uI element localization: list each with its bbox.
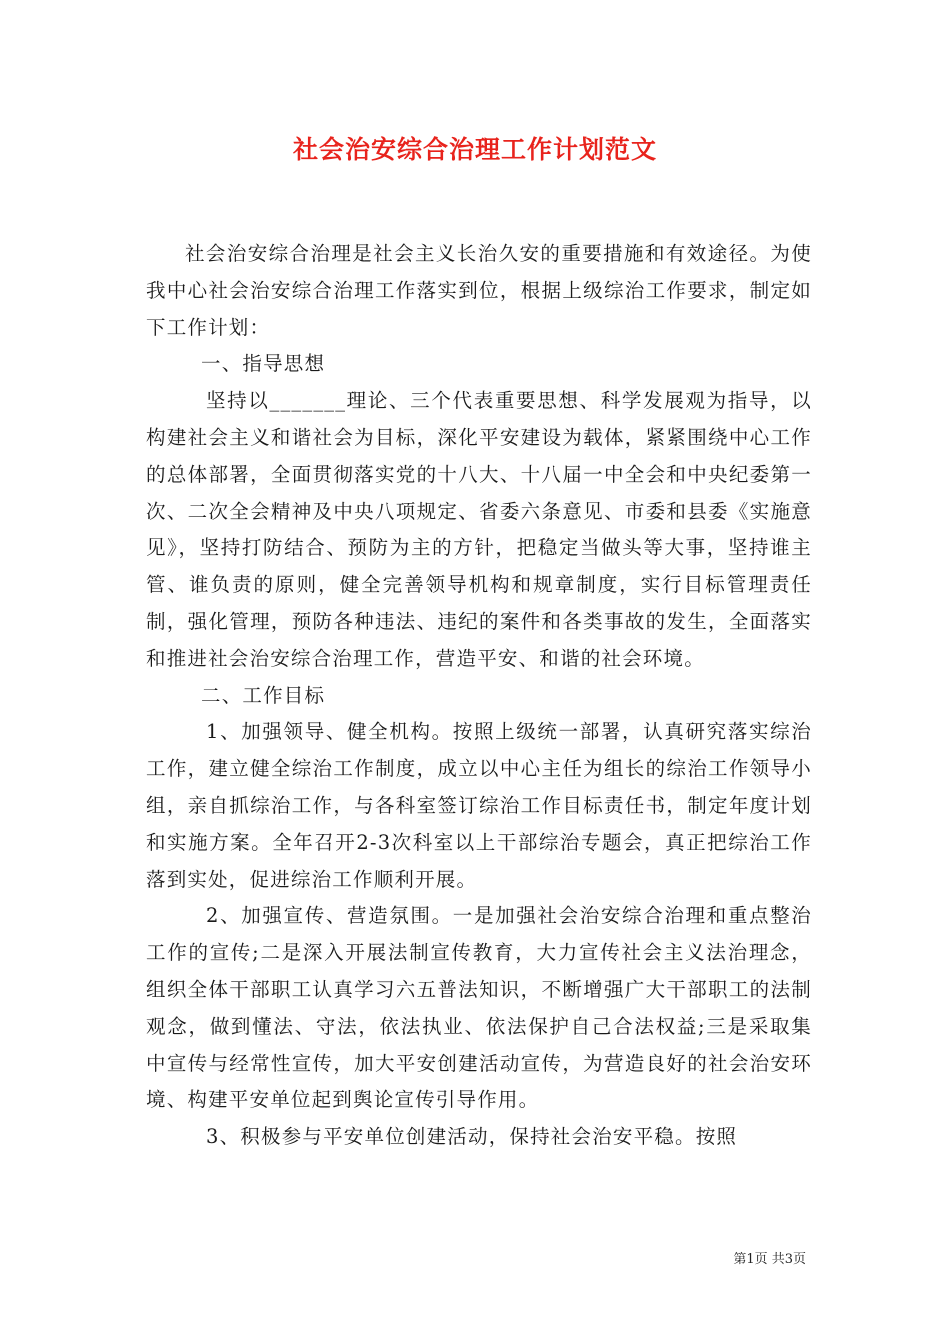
heading-work-goals: 二、工作目标 (201, 683, 326, 707)
document-title: 社会治安综合治理工作计划范文 (292, 135, 657, 164)
paragraph-guiding-ideology: 坚持以_______理论、三个代表重要思想、科学发展观为指导，以构建社会主义和谐社会为目标，深化平安建设为载体，紧紧围绕中心工作的总体部署，全面贯彻落实党的十八大、十八届一中全会和中央纪委第一次、二次全会精神及中央八项规定、省委六条意见、市委和县委《实施意见》，坚持打防结合、预防为主的方针，把稳定当做头等大事，坚持谁主管、谁负责的原则，健全完善领导机构和规章制度，实行目标管理责任制，强化管理，预防各种违法、违纪的案件和各类事故的发生，全面落实和推进社会治安综合治理工作，营造平安、和谐的社会环境。 (146, 389, 812, 670)
paragraph-goal-3: 3、积极参与平安单位创建活动，保持社会治安平稳。按照 (206, 1125, 738, 1149)
paragraph-intro: 社会治安综合治理是社会主义长治久安的重要措施和有效途径。为使我中心社会治安综合治理工作落实到位，根据上级综治工作要求，制定如下工作计划： (146, 242, 812, 339)
heading-guiding-ideology: 一、指导思想 (201, 352, 326, 376)
paragraph-goal-1: 1、加强领导、健全机构。按照上级统一部署，认真研究落实综治工作，建立健全综治工作制度，成立以中心主任为组长的综治工作领导小组，亲自抓综治工作，与各科室签订综治工作目标责任书，制定年度计划和实施方案。全年召开2-3次科室以上干部综治专题会，真正把综治工作落到实处，促进综治工作顺利开展。 (146, 720, 812, 891)
paragraph-goal-2: 2、加强宣传、营造氛围。一是加强社会治安综合治理和重点整治工作的宣传;二是深入开展法制宣传教育，大力宣传社会主义法治理念，组织全体干部职工认真学习六五普法知识，不断增强广大干部职工的法制观念，做到懂法、守法，依法执业、依法保护自己合法权益;三是采取集中宣传与经常性宣传，加大平安创建活动宣传，为营造良好的社会治安环境、构建平安单位起到舆论宣传引导作用。 (146, 904, 812, 1112)
document-body (146, 236, 812, 1156)
page-footer: 第1页 共3页 (733, 1252, 806, 1267)
